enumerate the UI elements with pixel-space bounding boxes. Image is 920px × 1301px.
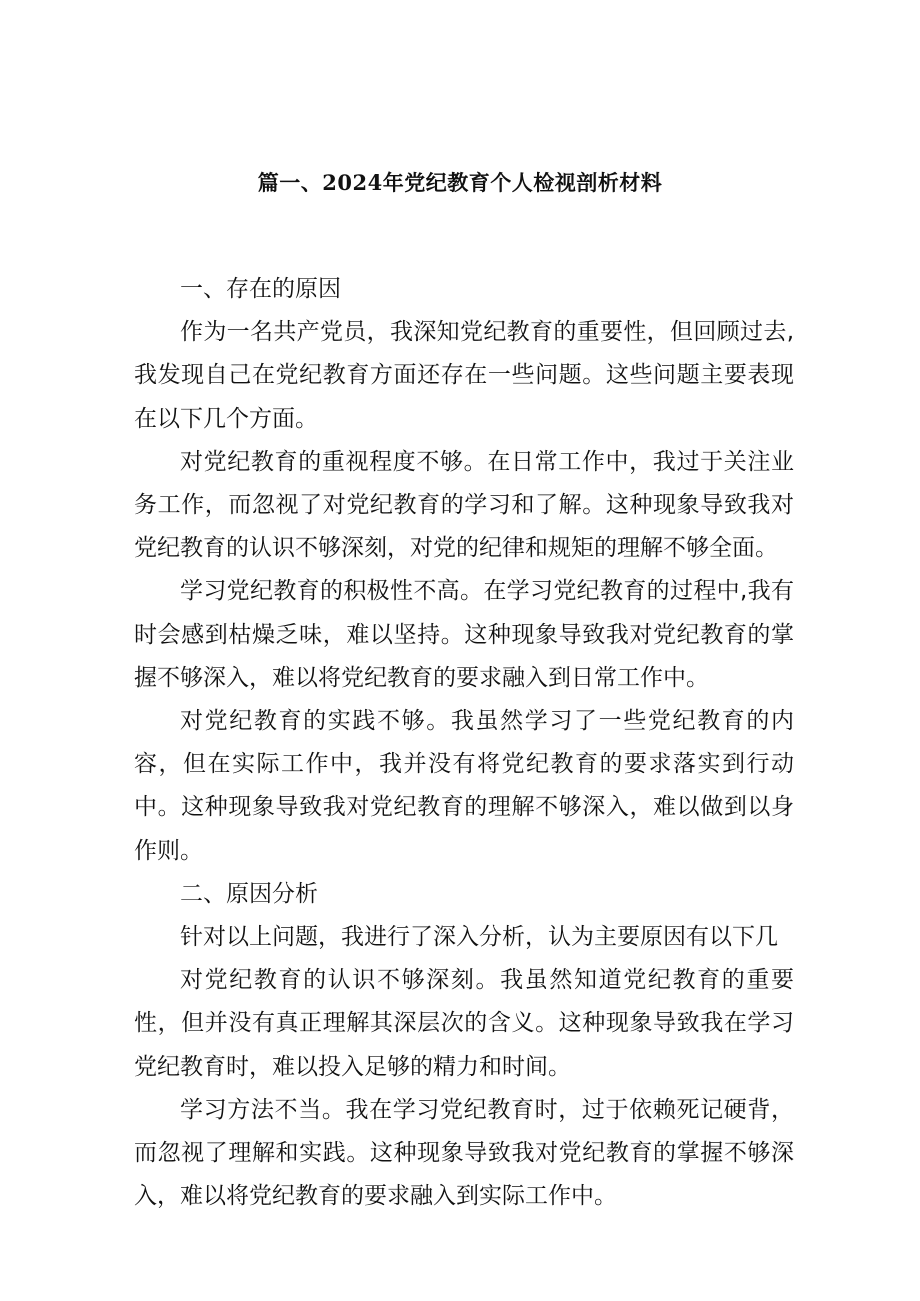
paragraph: 针对以上问题，我进行了深入分析，认为主要原因有以下几 (180, 924, 778, 951)
document-body (134, 268, 794, 1218)
paragraph: 对党纪教育的重视程度不够。在日常工作中，我过于关注业务工作，而忽视了对党纪教育的学习和了解。这种现象导致我对党纪教育的认识不够深刻，对党的纪律和规矩的理解不够全面。 (134, 448, 794, 562)
paragraph: 学习方法不当。我在学习党纪教育时，过于依赖死记硬背，而忽视了理解和实践。这种现象导致我对党纪教育的掌握不够深入，难以将党纪教育的要求融入到实际工作中。 (134, 1096, 794, 1210)
paragraph: 作为一名共产党员，我深知党纪教育的重要性，但回顾过去,我发现自己在党纪教育方面还存在一些问题。这些问题主要表现在以下几个方面。 (134, 319, 794, 432)
section-heading-2: 二、原因分析 (180, 880, 318, 907)
document-title: 篇一、2024年党纪教育个人检视剖析材料 (257, 170, 663, 195)
paragraph: 学习党纪教育的积极性不高。在学习党纪教育的过程中,我有时会感到枯燥乏味，难以坚持。这种现象导致我对党纪教育的掌握不够深入，难以将党纪教育的要求融入到日常工作中。 (134, 578, 794, 691)
paragraph: 对党纪教育的实践不够。我虽然学习了一些党纪教育的内容，但在实际工作中，我并没有将党纪教育的要求落实到行动中。这种现象导致我对党纪教育的理解不够深入，难以做到以身作则。 (134, 708, 794, 864)
section-heading-1: 一、存在的原因 (180, 276, 341, 302)
paragraph: 对党纪教育的认识不够深刻。我虽然知道党纪教育的重要性，但并没有真正理解其深层次的含义。这种现象导致我在学习党纪教育时，难以投入足够的精力和时间。 (134, 967, 794, 1080)
